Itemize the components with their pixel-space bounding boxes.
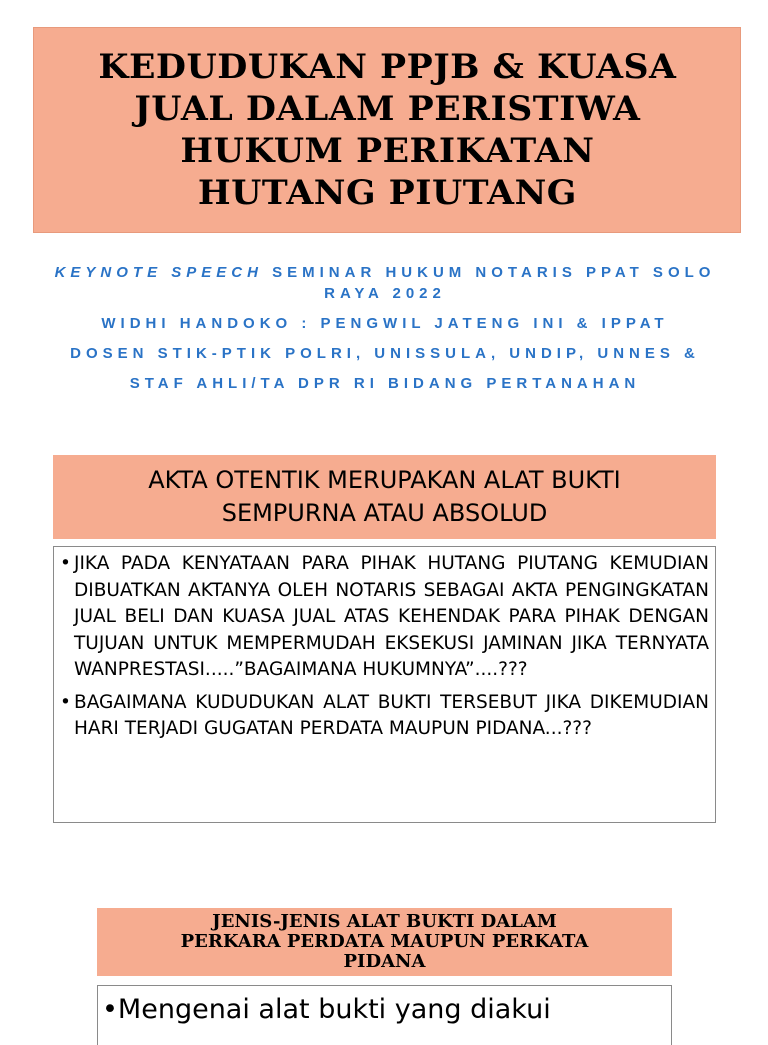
- section-heading: [53, 455, 716, 539]
- jenis-heading-line-3: PIDANA: [343, 951, 426, 972]
- list-item-text: BAGAIMANA KUDUDUKAN ALAT BUKTI TERSEBUT JIKA DIKEMUDIAN HARI TERJADI GUGATAN PERDATA MAUPUN PIDANA...???: [74, 691, 709, 739]
- title-line-2: JUAL DALAM PERISTIWA: [133, 89, 641, 129]
- keynote-line: [40, 262, 730, 304]
- list-item: [60, 690, 709, 743]
- jenis-bullet-text: •Mengenai alat bukti yang diakui: [102, 994, 551, 1025]
- speaker-line: WIDHI HANDOKO : PENGWIL JATENG INI & IPPAT: [101, 315, 669, 332]
- bullet-icon: •: [60, 691, 71, 713]
- affiliation-line: DOSEN STIK-PTIK POLRI, UNISSULA, UNDIP, UNNES &: [70, 345, 700, 362]
- jenis-content-box: [97, 985, 672, 1045]
- jenis-heading: [97, 908, 672, 976]
- title-banner: [33, 27, 741, 233]
- title-line-4: HUTANG PIUTANG: [197, 173, 577, 213]
- jenis-heading-line-1: JENIS-JENIS ALAT BUKTI DALAM: [212, 911, 557, 932]
- staff-line: STAF AHLI/TA DPR RI BIDANG PERTANAHAN: [129, 375, 641, 392]
- seminar-name: SEMINAR HUKUM NOTARIS PPAT SOLO RAYA 2022: [262, 264, 716, 302]
- document-title: [98, 46, 676, 214]
- content-box: [53, 546, 716, 823]
- jenis-heading-line-2: PERKARA PERDATA MAUPUN PERKATA: [180, 931, 589, 952]
- title-line-1: KEDUDUKAN PPJB & KUASA: [97, 47, 677, 87]
- section-heading-line-2: SEMPURNA ATAU ABSOLUD: [221, 499, 548, 527]
- section-heading-line-1: AKTA OTENTIK MERUPAKAN ALAT BUKTI: [148, 466, 621, 494]
- list-item-text: JIKA PADA KENYATAAN PARA PIHAK HUTANG PIUTANG KEMUDIAN DIBUATKAN AKTANYA OLEH NOTARIS SEBAGAI AKTA PENGINGKATAN JUAL BELI DAN KUASA JUAL ATAS KEHENDAK PARA PIHAK DENGAN TUJUAN UNTUK MEMPERMUDAH EKSEKUSI JAMINAN JIKA TERNYATA WANPRESTASI.....”BAGAIMANA HUKUMNYA”....???: [74, 553, 709, 680]
- title-line-3: HUKUM PERIKATAN: [179, 131, 595, 171]
- bullet-icon: •: [60, 553, 71, 574]
- list-item: [60, 551, 709, 684]
- keynote-label: KEYNOTE SPEECH: [54, 264, 263, 281]
